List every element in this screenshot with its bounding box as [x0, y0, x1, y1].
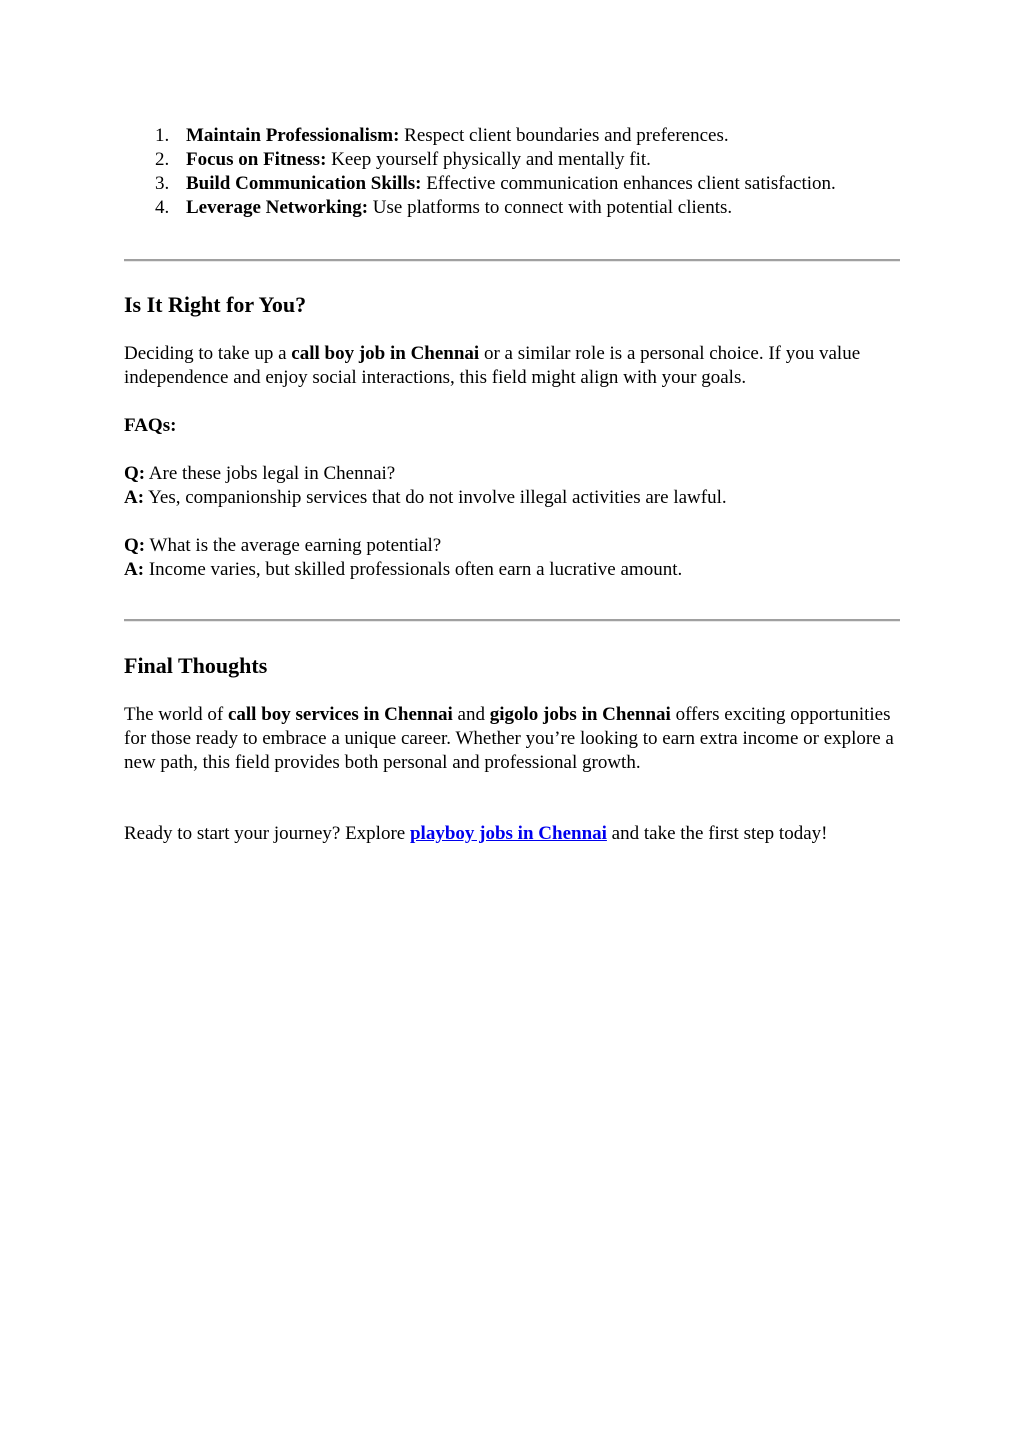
keyword-bold: call boy services in Chennai — [227, 704, 453, 725]
text-run: and — [452, 704, 490, 725]
paragraph-right-for-you — [124, 342, 900, 390]
faq-item — [124, 534, 900, 582]
tip-text: Use platforms to connect with potential clients. — [368, 197, 733, 218]
faq-heading — [124, 414, 900, 438]
question-text: What is the average earning potential? — [145, 535, 442, 556]
list-number: 4. — [155, 197, 170, 218]
tip-title: Maintain Professionalism: — [186, 125, 400, 146]
section-heading-right-for-you: Is It Right for You? — [124, 292, 307, 317]
tip-title: Focus on Fitness: — [186, 149, 327, 170]
text-run: Ready to start your journey? Explore — [124, 823, 410, 844]
list-item — [124, 124, 900, 148]
keyword-bold: call boy job in Chennai — [291, 343, 480, 364]
playboy-jobs-link[interactable]: playboy jobs in Chennai — [409, 823, 607, 844]
text-run: or a similar role is a personal choice. If you value independence and enjoy social interactions, this field might align with your goals. — [124, 343, 861, 388]
tip-text: Effective communication enhances client satisfaction. — [421, 173, 836, 194]
horizontal-divider — [124, 619, 900, 622]
faq-heading-text: FAQs: — [124, 415, 177, 436]
list-number: 3. — [155, 173, 170, 194]
horizontal-divider — [124, 259, 900, 262]
answer-text: Yes, companionship services that do not involve illegal activities are lawful. — [144, 487, 727, 508]
question-label: Q: — [124, 535, 146, 556]
tip-text: Keep yourself physically and mentally fit. — [326, 149, 651, 170]
text-run: The world of — [124, 704, 228, 725]
tip-text: Respect client boundaries and preferences. — [399, 125, 729, 146]
answer-label: A: — [124, 559, 145, 580]
text-run: offers exciting opportunities for those ready to embrace a unique career. Whether you’re looking to earn extra income or explore a new path, this field provides both personal and professional growth. — [124, 704, 894, 773]
list-item — [124, 172, 900, 196]
question-text: Are these jobs legal in Chennai? — [145, 463, 396, 484]
paragraph-final-thoughts — [124, 703, 900, 775]
text-run: Deciding to take up a — [124, 343, 292, 364]
list-item — [124, 196, 900, 220]
paragraph-call-to-action — [124, 822, 900, 846]
tip-title: Build Communication Skills: — [186, 173, 422, 194]
answer-text: Income varies, but skilled professionals often earn a lucrative amount. — [144, 559, 683, 580]
section-heading-final-thoughts: Final Thoughts — [124, 653, 268, 678]
question-label: Q: — [124, 463, 146, 484]
list-number: 2. — [155, 149, 170, 170]
tips-list — [124, 124, 900, 220]
text-run: and take the first step today! — [606, 823, 828, 844]
keyword-bold: gigolo jobs in Chennai — [489, 704, 671, 725]
answer-label: A: — [124, 487, 145, 508]
tip-title: Leverage Networking: — [186, 197, 369, 218]
list-number: 1. — [155, 125, 170, 146]
list-item — [124, 148, 900, 172]
faq-item — [124, 462, 900, 510]
